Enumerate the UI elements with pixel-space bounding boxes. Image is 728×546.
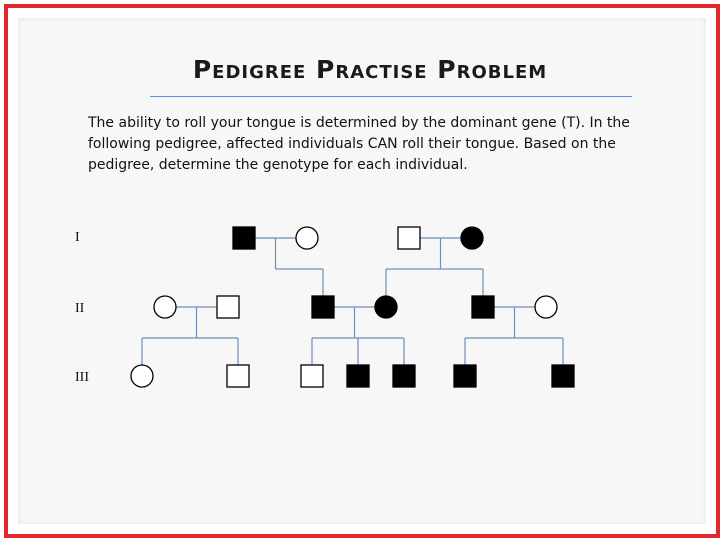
affected-male-square-III-7 xyxy=(552,365,574,387)
pedigree-lines xyxy=(142,238,563,365)
unaffected-male-square-II-2 xyxy=(217,296,239,318)
generation-label-1: I xyxy=(75,230,80,245)
affected-male-square-II-3 xyxy=(312,296,334,318)
slide-title: Pedigree Practise Problem xyxy=(192,55,548,84)
affected-male-square-I-1 xyxy=(233,227,255,249)
affected-female-circle-I-4 xyxy=(461,227,483,249)
unaffected-male-square-III-3 xyxy=(301,365,323,387)
unaffected-male-square-III-2 xyxy=(227,365,249,387)
affected-male-square-II-5 xyxy=(472,296,494,318)
affected-female-circle-II-4 xyxy=(375,296,397,318)
affected-male-square-III-5 xyxy=(393,365,415,387)
generation-label-2: II xyxy=(75,301,85,316)
generation-label-3: III xyxy=(75,370,89,385)
unaffected-female-circle-II-1 xyxy=(154,296,176,318)
affected-male-square-III-6 xyxy=(454,365,476,387)
instructions-text: The ability to roll your tongue is determined by the dominant gene (T). In the following pedigree, affected individuals CAN roll their tongue. Based on the pedigree, determine the genotype for each individual. xyxy=(88,115,630,173)
unaffected-male-square-I-3 xyxy=(398,227,420,249)
unaffected-female-circle-II-6 xyxy=(535,296,557,318)
unaffected-female-circle-I-2 xyxy=(296,227,318,249)
unaffected-female-circle-III-1 xyxy=(131,365,153,387)
affected-male-square-III-4 xyxy=(347,365,369,387)
